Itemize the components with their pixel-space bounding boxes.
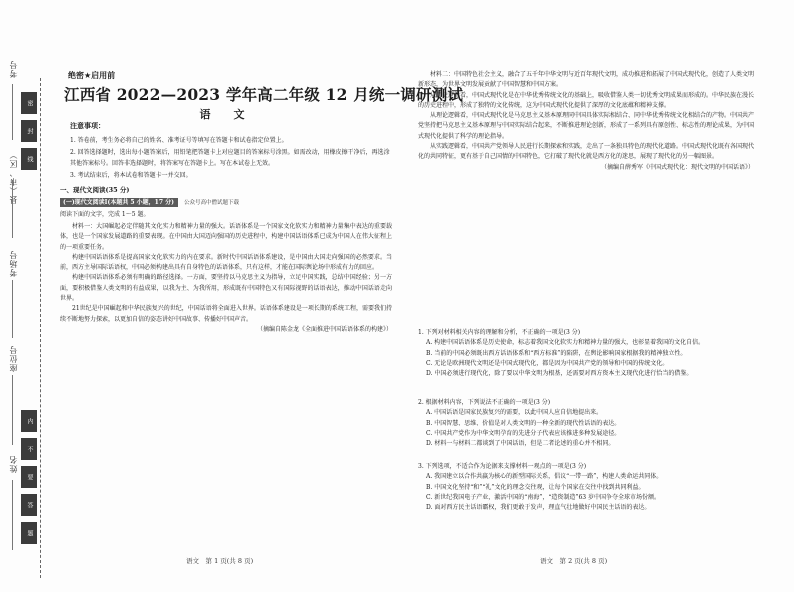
binding-tag: 内 — [21, 410, 37, 432]
passage-paragraph: 从实践逻辑看，中国共产党领导人民进行长期探索和实践，走出了一条独具特色的现代化道路。中国式现代化既有各国现代化的共同特征，更有基于自己国情的中国特色，它打破了现代化就是西方化的迷思，展现了现代化的另一幅图景。 — [418, 143, 755, 161]
binding-tag: 要 — [21, 466, 37, 488]
binding-tag: 题 — [21, 522, 37, 544]
binding-strip — [0, 0, 44, 592]
question-option: D. 面对西方民主话语霸权，我们更敢于发声，理直气壮地做好中国民主话语的表达。 — [426, 504, 651, 512]
question-option: A. 构建中国话语体系是历史使命，标志着我国文化软实力和精神力量的强大，也彰显着我国的文化自信。 — [426, 339, 705, 347]
notice-item: 3. 考试结束后，将本试卷和答题卡一并交回。 — [70, 171, 192, 179]
binding-field-line — [12, 480, 13, 550]
passage-paragraph: 从历史逻辑看，中国式现代化是在中华优秀传统文化的基础上，吸收借鉴人类一切优秀文明成果而形成的。中华民族在漫长的历史进程中，形成了独特的文化传统，这为中国式现代化提供了深厚的文化底蕴和精神支撑。 — [418, 91, 755, 109]
binding-label-exam-no: 考号 — [9, 60, 18, 78]
question-option: C. 无论是欧洲现代文明还是中国式现代化，都是因为中国共产党的领导和中国的传统文化。 — [426, 359, 669, 367]
question-option: A. 我国建立以合作共赢为核心的新型国际关系，倡议“一带一路”，构建人类命运共同体。 — [426, 473, 663, 481]
binding-dashed-line — [40, 78, 41, 578]
secret-label: 绝密★启用前 — [68, 71, 116, 80]
passage-paragraph: 构建中国话语体系必须有明确的路径选择。一方面，要坚持以马克思主义为指导，立足中国实践，总结中国经验；另一方面，要积极借鉴人类文明的有益成果，以我为主、为我所用，形成既有中国特色又有国际视野的话语表达，推动中国话语走向世界。 — [60, 274, 392, 303]
binding-label-seat: 座位号 — [9, 345, 18, 372]
question-2 — [418, 398, 754, 449]
binding-tag: 不 — [21, 438, 37, 460]
question-stem: 2. 根据材料内容，下列说法不正确的一项是(3 分) — [418, 399, 551, 406]
question-option: B. 当前的中国必须既出西方话语体系和“西方标准”的陷阱，在舆论影响国家根据我的精神独立性。 — [426, 349, 687, 357]
subsection-note: 公众号高中僧试题下载 — [184, 200, 240, 206]
notice-list — [70, 135, 392, 181]
question-option: B. 中国智慧、思维、价值是对人类文明的一种全新的现代性话语的表达。 — [426, 419, 621, 427]
page-footer-right: 语文 第 2 页(共 8 页) — [540, 557, 608, 565]
question-option: C. 新世纪我国电子产业，激活中国的“南海”，“造资制造”63 岁中国争夺全球市场份额。 — [426, 493, 661, 501]
notice-item: 1. 答卷前，考生务必将自己的姓名、准考证号等填写在答题卡和试卷指定位置上。 — [70, 137, 288, 144]
binding-tag: 封 — [21, 120, 37, 142]
question-stem: 3. 下列选项，不适合作为论据来支撑材料一观点的一项是(3 分) — [418, 463, 587, 470]
right-passage — [418, 70, 754, 173]
binding-tag: 线 — [21, 148, 37, 170]
subsection-title: (一)现代文阅读Ⅰ(本题共 5 小题，17 分) — [60, 198, 178, 207]
question-option: D. 材料一与材料二都谈到了中国话语，但是二者论述的重心并不相同。 — [426, 440, 615, 448]
passage-source: （摘编自薛秀军《中国式现代化：现代文明的中国话语》） — [600, 163, 754, 171]
exam-title: 江西省 2022—2023 学年高二年级 12 月统一调研测试 — [64, 85, 464, 104]
binding-field-line — [12, 280, 13, 338]
passage-paragraph: 21世纪是中国崛起和中华民族复兴的世纪，中国话语将全面进入世界。话语体系建设是一项长期的系统工程，需要我们持续不断地努力探索，以更加自信的姿态讲好中国故事、传播好中国声音。 — [60, 305, 392, 323]
passage-paragraph: 从理论逻辑看，中国式现代化是马克思主义基本原理同中国具体实际相结合、同中华优秀传统文化相结合的产物。中国共产党坚持把马克思主义基本原理与中国实际结合起来，不断推进理论创新，形成了一系列具有原创性、标志性的理论成果，为中国式现代化提供了科学的理论指导。 — [418, 112, 755, 140]
subject-title: 语 文 — [199, 108, 251, 121]
question-1 — [418, 328, 754, 379]
notice-item: 2. 回答选择题时，选出每小题答案后，用铅笔把答题卡上对应题目的答案标号涂黑。如需改动，用橡皮擦干净后，再选涂其他答案标号。回答非选择题时，将答案写在答题卡上。写在本试卷上无效。 — [70, 148, 390, 167]
passage-paragraph: 材料二：中国特色社会主义，融合了五千年中华文明与近百年现代文明，成功推进和拓展了中国式现代化，创造了人类文明新形态，为世界文明发展贡献了中国智慧和中国方案。 — [418, 71, 755, 89]
question-3 — [418, 462, 754, 513]
question-option: D. 中国必须进行现代化，除了要以中华文明为根基，还需要对西方资本主义现代化进行恰当的借鉴。 — [426, 370, 693, 378]
binding-tag: 答 — [21, 494, 37, 516]
passage-paragraph: 构建中国话语体系是提高国家文化软实力的内在要求。新时代中国话语体系建设，是中国由大国走向强国的必然要求。当前，西方主导国际话语权，中国必须构建出具有自身特色的话语体系，只有这样，才能在国际舆论场中形成有力的回应。 — [60, 253, 392, 272]
question-stem: 1. 下列对材料相关内容的理解和分析，不正确的一项是(3 分) — [418, 329, 581, 336]
binding-field-line — [12, 180, 13, 238]
notice-heading: 注意事项： — [70, 121, 105, 130]
question-option: B. 中国文化坚持“和”“礼”文化的理念交往观，让每个国家在交往中找到共同利益。 — [426, 483, 645, 491]
page-footer-left: 语文 第 1 页(共 8 页) — [186, 557, 254, 565]
question-option: A. 中国话语是国家民族复兴的需要，以此中国人应自信地提出来。 — [426, 409, 603, 417]
binding-field-line — [12, 375, 13, 445]
left-passage — [60, 222, 392, 335]
question-option: C. 中国共产党作为中华文明孕育的先进分子代表应该推进多种发展途径。 — [426, 429, 621, 437]
section-title: 一、现代文阅读(35 分) — [60, 186, 130, 194]
passage-paragraph: 材料一：大国崛起必定伴随其文化实力和精神力量的强大。话语体系是一个国家文化软实力和精神力量集中表达的重要载体，也是一个国家发展道路的重要表现。在中国由大国迈向强国的历史进程中，构建中国话语体系已成为中国人在伟大征程上的一项重要任务。 — [60, 223, 392, 251]
reading-instruction: 阅读下面的文字，完成 1～5 题。 — [60, 211, 150, 218]
binding-label-name: 姓名 — [9, 455, 18, 473]
binding-label-county: 县（市、区） — [9, 150, 18, 204]
binding-label-room: 考场号 — [9, 250, 18, 277]
binding-tag: 密 — [21, 92, 37, 114]
passage-source: （摘编自陈金龙《全面推进中国话语体系的构建》） — [256, 325, 392, 333]
